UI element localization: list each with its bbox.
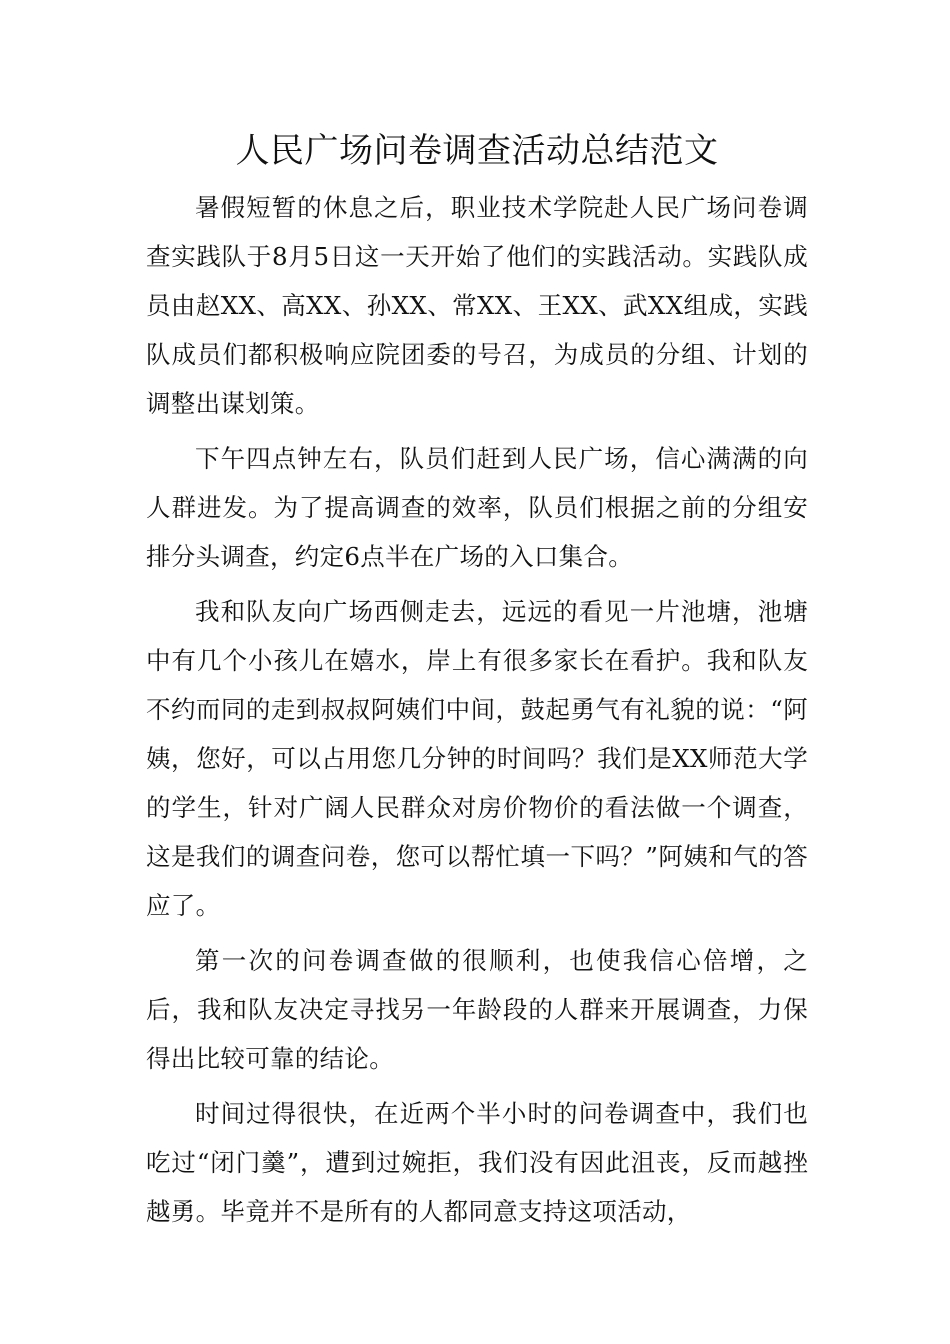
- paragraph-2: 下午四点钟左右，队员们赶到人民广场，信心满满的向人群进发。为了提高调查的效率，队员们根据之前的分组安排分头调查，约定6点半在广场的入口集合。: [146, 444, 808, 571]
- document-page: [146, 126, 808, 1242]
- document-title: 人民广场问卷调查活动总结范文: [235, 131, 719, 171]
- paragraph-4: 第一次的问卷调查做的很顺利，也使我信心倍增，之后，我和队友决定寻找另一年龄段的人群来开展调查，力保得出比较可靠的结论。: [146, 946, 808, 1073]
- paragraph-1: 暑假短暂的休息之后，职业技术学院赴人民广场问卷调查实践队于8月5日这一天开始了他们的实践活动。实践队成员由赵XX、高XX、孙XX、常XX、王XX、武XX组成，实践队成员们都积极响应院团委的号召，为成员的分组、计划的调整出谋划策。: [146, 193, 808, 418]
- paragraph-5: 时间过得很快，在近两个半小时的问卷调查中，我们也吃过“闭门羹”，遭到过婉拒，我们没有因此沮丧，反而越挫越勇。毕竟并不是所有的人都同意支持这项活动，: [146, 1099, 808, 1226]
- paragraph-3: 我和队友向广场西侧走去，远远的看见一片池塘，池塘中有几个小孩儿在嬉水，岸上有很多家长在看护。我和队友不约而同的走到叔叔阿姨们中间，鼓起勇气有礼貌的说：“阿姨，您好，可以占用您几分钟的时间吗？我们是XX师范大学的学生，针对广阔人民群众对房价物价的看法做一个调查，这是我们的调查问卷，您可以帮忙填一下吗？”阿姨和气的答应了。: [146, 597, 808, 920]
